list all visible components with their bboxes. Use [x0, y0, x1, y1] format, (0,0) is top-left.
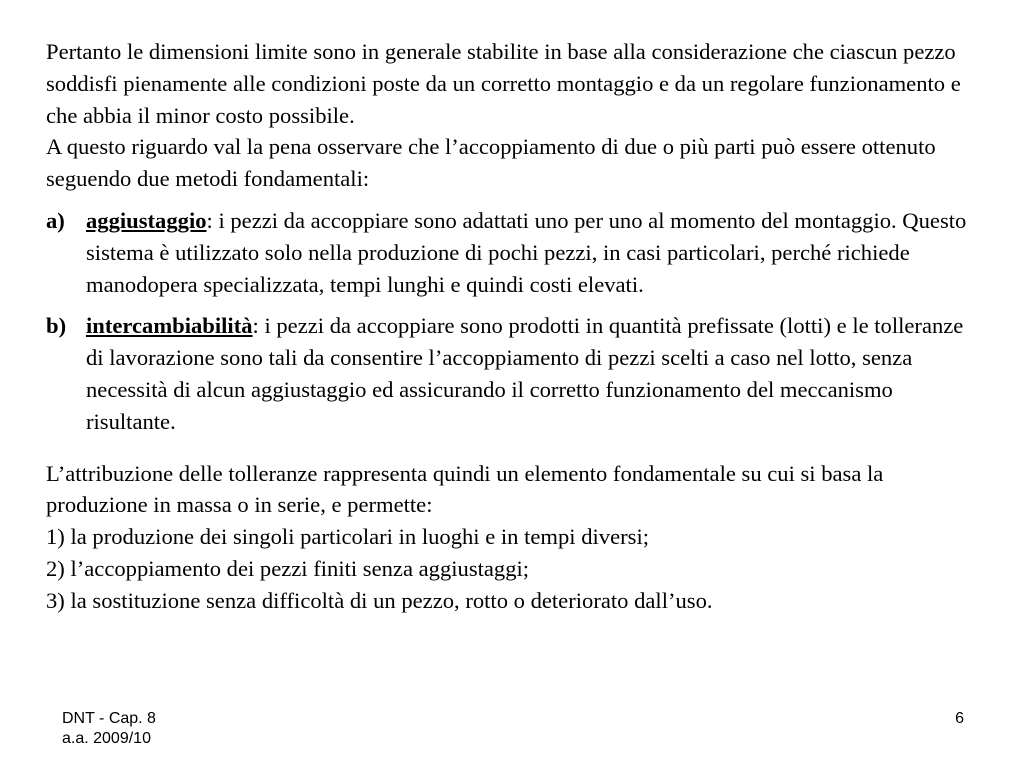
intro-paragraph [46, 36, 986, 195]
footer-year: a.a. 2009/10 [62, 730, 151, 747]
intro-text-2: A questo riguardo val la pena osservare che l’accoppiamento di due o più parti può essere ottenuto seguendo due metodi fondamentali: [46, 134, 936, 192]
closing-point: 1) la produzione dei singoli particolari in luoghi e in tempi diversi; [46, 524, 649, 550]
list-marker: a) [46, 207, 65, 233]
list-marker: b) [46, 313, 67, 339]
methods-list [46, 205, 986, 438]
method-description: : i pezzi da accoppiare sono adattati uno per uno al momento del montaggio. Questo sistema è utilizzato solo nella produzione di pochi pezzi, in casi particolari, perché richiede manodopera specializzata, tempi lunghi e quindi costi elevati. [86, 207, 967, 297]
closing-paragraph [46, 458, 986, 617]
page-number: 6 [955, 710, 964, 727]
slide-body [46, 36, 986, 617]
closing-point: 3) la sostituzione senza difficoltà di un pezzo, rotto o deteriorato dall’uso. [46, 587, 713, 613]
closing-point: 2) l’accoppiamento dei pezzi finiti senza aggiustaggi; [46, 555, 530, 581]
footer-course-info [62, 709, 156, 749]
method-term: aggiustaggio [86, 207, 207, 233]
method-description: : i pezzi da accoppiare sono prodotti in quantità prefissate (lotti) e le tolleranze di lavorazione sono tali da consentire l’accoppiamento di pezzi scelti a caso nel lotto, senza necessità di alcun aggiustaggio ed assicurando il corretto funzionamento del meccanismo risultante. [86, 313, 964, 434]
method-item-intercambiabilita [46, 310, 986, 437]
closing-text: L’attribuzione delle tolleranze rappresenta quindi un elemento fondamentale su cui si basa la produzione in massa o in serie, e permette: [46, 460, 884, 518]
method-term: intercambiabilità [86, 313, 253, 339]
intro-text: Pertanto le dimensioni limite sono in generale stabilite in base alla considerazione che ciascun pezzo soddisfi pienamente alle condizioni poste da un corretto montaggio e da un regolare funzionamento e che abbia il minor costo possibile. [46, 39, 961, 128]
footer-course: DNT - Cap. 8 [62, 710, 156, 727]
method-item-aggiustaggio [46, 205, 986, 300]
